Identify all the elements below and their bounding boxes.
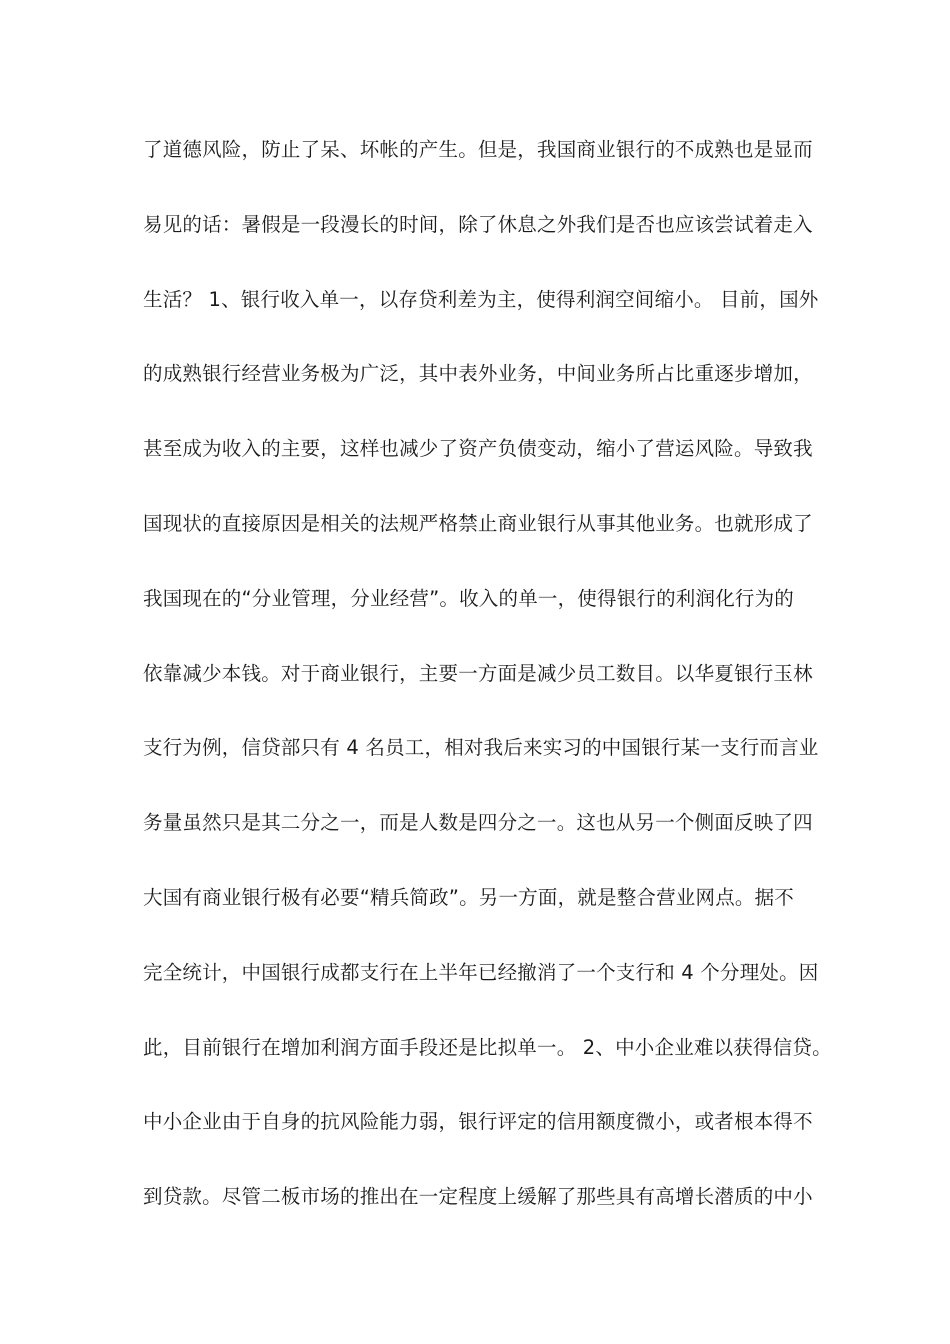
text-line: 中小企业由于自身的抗风险能力弱，银行评定的信用额度微小，或者根本得不 (143, 1110, 813, 1134)
text-line: 务量虽然只是其二分之一，而是人数是四分之一。这也从另一个侧面反映了四 (143, 811, 813, 835)
text-line: 国现状的直接原因是相关的法规严格禁止商业银行从事其他业务。也就形成了 (143, 511, 813, 535)
text-line: 我国现在的“分业管理，分业经营”。收入的单一，使得银行的利润化行为的 (143, 586, 795, 610)
text-line: 到贷款。尽管二板市场的推出在一定程度上缓解了那些具有高增长潜质的中小 (143, 1185, 813, 1209)
text-line: 此，目前银行在增加利润方面手段还是比拟单一。 2、中小企业难以获得信贷。 (143, 1035, 832, 1059)
text-line: 依靠减少本钱。对于商业银行，主要一方面是减少员工数目。以华夏银行玉林 (143, 661, 813, 685)
text-line: 的成熟银行经营业务极为广泛，其中表外业务，中间业务所占比重逐步增加， (143, 362, 813, 386)
text-line: 了道德风险，防止了呆、坏帐的产生。但是，我国商业银行的不成熟也是显而 (143, 138, 813, 161)
text-line: 生活？ 1、银行收入单一，以存贷利差为主，使得利润空间缩小。 目前，国外 (143, 287, 819, 311)
text-line: 支行为例，信贷部只有 4 名员工，相对我后来实习的中国银行某一支行而言业 (143, 736, 819, 760)
text-line: 完全统计，中国银行成都支行在上半年已经撤消了一个支行和 4 个分理处。因 (143, 960, 819, 984)
text-line: 易见的话：暑假是一段漫长的时间，除了休息之外我们是否也应该尝试着走入 (143, 212, 813, 236)
text-line: 大国有商业银行极有必要“精兵简政”。另一方面，就是整合营业网点。据不 (143, 885, 795, 909)
body-text (143, 127, 832, 1249)
text-line: 甚至成为收入的主要，这样也减少了资产负债变动，缩小了营运风险。导致我 (143, 437, 813, 461)
